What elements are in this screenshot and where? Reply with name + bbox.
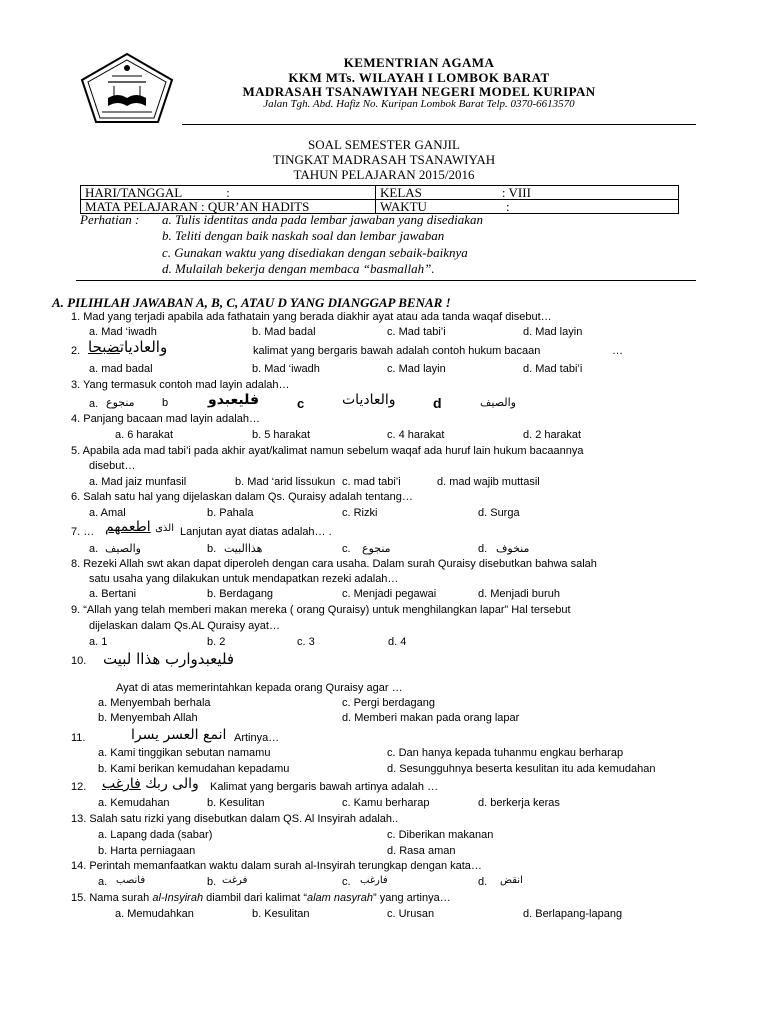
q1-text: 1. Mad yang terjadi apabila ada fathatain yang berada diakhir ayat atau ada tanda waqaf disebut…: [71, 311, 552, 323]
q7-label-a: a.: [89, 543, 99, 555]
q9-text-2: dijelaskan dalam Qs.AL Quraisy ayat…: [89, 620, 280, 632]
q2-dots: …: [612, 345, 623, 357]
q10-option-d: d. Memberi makan pada orang lapar: [342, 712, 520, 724]
q5-option-d: d. mad wajib muttasil: [437, 476, 540, 488]
q7-label-d: d.: [478, 543, 488, 555]
q2-number: 2.: [71, 345, 81, 357]
q12-option-c: c. Kamu berharap: [342, 797, 430, 809]
header-school: MADRASAH TSANAWIYAH NEGERI MODEL KURIPAN: [242, 84, 596, 99]
q15-option-d: d. Berlapang-lapang: [523, 908, 623, 920]
q11-number: 11.: [71, 732, 86, 744]
q2-arabic-1: والعاديات: [119, 338, 168, 356]
waktu-label: WAKTU: [380, 199, 427, 214]
q11-arabic: انمع العسر يسرا: [131, 727, 227, 743]
q13-option-a: a. Lapang dada (sabar): [98, 829, 213, 841]
q15-option-b: b. Kesulitan: [252, 908, 310, 920]
q8-option-d: d. Menjadi buruh: [478, 588, 560, 600]
kelas-cell: [376, 186, 679, 200]
header-kkm: KKM MTs. WILAYAH I LOMBOK BARAT: [288, 70, 550, 85]
exam-title-2: TINGKAT MADRASAH TSANAWIYAH: [272, 152, 496, 167]
q2-arabic: [88, 338, 167, 356]
q9-option-b: b. 2: [207, 636, 226, 648]
q4-option-b: b. 5 harakat: [252, 429, 311, 441]
q3-label-c: c: [297, 396, 305, 411]
q12-option-b: b. Kesulitan: [207, 797, 265, 809]
q14-arabic-d: انقض: [500, 875, 523, 886]
q5-option-b: b. Mad ‘arid lissukun: [235, 476, 336, 488]
waktu-colon: :: [505, 199, 510, 214]
q6-option-d: d. Surga: [478, 507, 520, 519]
q8-option-c: c. Menjadi pegawai: [342, 588, 437, 600]
q12-text: Kalimat yang bergaris bawah artinya adalah …: [210, 781, 439, 793]
perhatian-c: c. Gunakan waktu yang disediakan dengan sebaik-baiknya: [162, 245, 468, 260]
q3-label-b: b: [162, 397, 169, 409]
q10-option-c: c. Pergi berdagang: [342, 697, 435, 709]
q10-arabic: فليعبدوارب هذاا لبيت: [103, 650, 235, 668]
kelas-label: KELAS: [380, 185, 422, 200]
q4-option-d: d. 2 harakat: [523, 429, 582, 441]
q9-text-1: 9. “Allah yang telah memberi makan mereka ( orang Quraisy) untuk menghilangkan lapar” Hal tersebut: [71, 604, 571, 616]
header-divider: [182, 124, 696, 125]
header-ministry: KEMENTRIAN AGAMA: [343, 55, 495, 70]
q9-option-d: d. 4: [388, 636, 407, 648]
q1-option-c: c. Mad tabi’i: [387, 326, 446, 338]
q14-label-a: a.: [98, 876, 108, 888]
q2-option-b: b. Mad ‘iwadh: [252, 363, 320, 375]
section-a-heading: A. PILIHLAH JAWABAN A, B, C, ATAU D YANG DIANGGAP BENAR !: [52, 295, 451, 310]
q4-option-c: c. 4 harakat: [387, 429, 445, 441]
q1-option-b: b. Mad badal: [252, 326, 316, 338]
perhatian-a: a. Tulis identitas anda pada lembar jawaban yang disediakan: [162, 212, 484, 227]
q15-text-italic-2: alam nasyrah: [307, 892, 374, 904]
perhatian-label: Perhatian :: [80, 212, 140, 227]
q11-option-c: c. Dan hanya kepada tuhanmu engkau berharap: [387, 747, 624, 759]
q15-text-pre: 15. Nama surah: [71, 892, 153, 904]
q7-arabic-c: منجوع: [362, 542, 391, 555]
q14-label-d: d.: [478, 876, 488, 888]
q10-text: Ayat di atas memerintahkan kepada orang Quraisy agar …: [116, 682, 403, 694]
q11-option-d: d. Sesungguhnya beserta kesulitan itu ada kemudahan: [387, 763, 656, 775]
q13-option-b: b. Harta perniagaan: [98, 845, 196, 857]
q8-text-2: satu usaha yang dilakukan untuk mendapatkan rezeki adalah…: [89, 573, 399, 585]
q7-arabic-underlined: اطعمهم: [105, 519, 151, 535]
q15-option-c: c. Urusan: [387, 908, 435, 920]
q7-text: Lanjutan ayat diatas adalah… .: [180, 526, 332, 538]
q7-arabic-1: الذى: [155, 523, 175, 534]
q14-text: 14. Perintah memanfaatkan waktu dalam surah al-Insyirah terungkap dengan kata…: [71, 860, 482, 872]
q3-label-d: d: [433, 395, 442, 411]
q14-label-c: c.: [342, 876, 351, 888]
q12-arabic: [102, 776, 199, 792]
perhatian-divider: [76, 280, 696, 281]
q14-arabic-c: فارغب: [360, 875, 388, 886]
q7-arabic-d: منخوف: [496, 542, 530, 555]
perhatian-b: b. Teliti dengan baik naskah soal dan lembar jawaban: [162, 228, 445, 243]
q13-option-d: d. Rasa aman: [387, 845, 456, 857]
q2-option-d: d. Mad tabi’i: [523, 363, 583, 375]
q12-number: 12.: [71, 781, 87, 793]
q10-option-a: a. Menyembah berhala: [98, 697, 211, 709]
q13-option-c: c. Diberikan makanan: [387, 829, 494, 841]
q6-option-a: a. Amal: [89, 507, 126, 519]
q11-text: Artinya…: [234, 732, 280, 744]
q1-option-a: a. Mad ‘iwadh: [89, 326, 157, 338]
q2-arabic-underlined: ضبحا: [88, 338, 120, 356]
q7-label-b: b.: [207, 543, 217, 555]
q5-text-1: 5. Apabila ada mad tabi’i pada akhir ayat/kalimat namun sebelum waqaf ada huruf lain hukum bacaannya: [71, 445, 584, 457]
q12-option-a: a. Kemudahan: [98, 797, 170, 809]
q4-text: 4. Panjang bacaan mad layin adalah…: [71, 413, 260, 425]
q3-arabic-d: والصيف: [480, 396, 516, 409]
q6-option-b: b. Pahala: [207, 507, 254, 519]
q7-arabic-b: هذاالبيت: [224, 542, 263, 555]
q8-option-a: a. Bertani: [89, 588, 137, 600]
q15-text-post: ” yang artinya…: [373, 892, 451, 904]
hari-label: HARI/TANGGAL: [85, 185, 183, 200]
exam-title-3: TAHUN PELAJARAN 2015/2016: [293, 167, 475, 182]
q6-text: 6. Salah satu hal yang dijelaskan dalam Qs. Quraisy adalah tentang…: [71, 491, 413, 503]
q6-option-c: c. Rizki: [342, 507, 378, 519]
info-table: [80, 185, 679, 214]
q12-option-d: d. berkerja keras: [478, 797, 560, 809]
q9-option-c: c. 3: [297, 636, 315, 648]
q8-option-b: b. Berdagang: [207, 588, 274, 600]
q15-option-a: a. Memudahkan: [115, 908, 194, 920]
mapel-label: MATA PELAJARAN : QUR’AN HADITS: [85, 199, 310, 214]
q3-arabic-b: فليعبدو: [208, 392, 260, 408]
q14-label-b: b.: [207, 876, 217, 888]
q3-arabic-a: منجوع: [106, 396, 135, 409]
q10-option-b: b. Menyembah Allah: [98, 712, 198, 724]
q14-arabic-a: فانصب: [116, 875, 146, 886]
q2-option-a: a. mad badal: [89, 363, 153, 375]
q15-text: [71, 892, 451, 904]
exam-title-1: SOAL SEMESTER GANJIL: [308, 137, 460, 152]
q2-option-c: c. Mad layin: [387, 363, 446, 375]
q7-label-c: c.: [342, 543, 351, 555]
q1-option-d: d. Mad layin: [523, 326, 583, 338]
header-address: Jalan Tgh. Abd. Hafiz No. Kuripan Lombok Barat Telp. 0370-6613570: [263, 98, 575, 110]
q3-text: 3. Yang termasuk contoh mad layin adalah…: [71, 379, 290, 391]
q12-arabic-underlined: فارغب: [102, 776, 141, 792]
q8-text-1: 8. Rezeki Allah swt akan dapat diperoleh dengan cara usaha. Dalam surah Quraisy disebutkan bahwa salah: [71, 558, 597, 570]
q9-option-a: a. 1: [89, 636, 108, 648]
q3-arabic-c: والعاديات: [342, 392, 396, 408]
q4-option-a: a. 6 harakat: [115, 429, 174, 441]
q11-option-a: a. Kami tinggikan sebutan namamu: [98, 747, 271, 759]
q15-text-italic-1: al-Insyirah: [152, 892, 204, 904]
q3-label-a: a.: [89, 398, 99, 410]
q15-text-mid: diambil dari kalimat “: [203, 892, 307, 904]
q7-arabic-a: والصيف: [105, 542, 141, 555]
q5-option-a: a. Mad jaiz munfasil: [89, 476, 187, 488]
q11-option-b: b. Kami berikan kemudahan kepadamu: [98, 763, 290, 775]
q2-text: kalimat yang bergaris bawah adalah contoh hukum bacaan: [253, 345, 541, 357]
q7-arabic: [105, 519, 174, 535]
q5-option-c: c. mad tabi’i: [342, 476, 401, 488]
kelas-value: : VIII: [501, 185, 531, 200]
q13-text: 13. Salah satu rizki yang disebutkan dalam QS. Al Insyirah adalah..: [71, 813, 399, 825]
q12-arabic-1: والى ربك: [145, 776, 199, 792]
hari-cell: [81, 186, 376, 200]
q14-arabic-b: فرغت: [222, 875, 248, 886]
q5-text-2: disebut…: [89, 460, 136, 472]
perhatian-d: d. Mulailah bekerja dengan membaca “basmallah”.: [162, 261, 435, 276]
q7-number: 7. …: [71, 526, 95, 538]
q10-number: 10.: [71, 655, 87, 667]
hari-colon: :: [226, 185, 230, 200]
